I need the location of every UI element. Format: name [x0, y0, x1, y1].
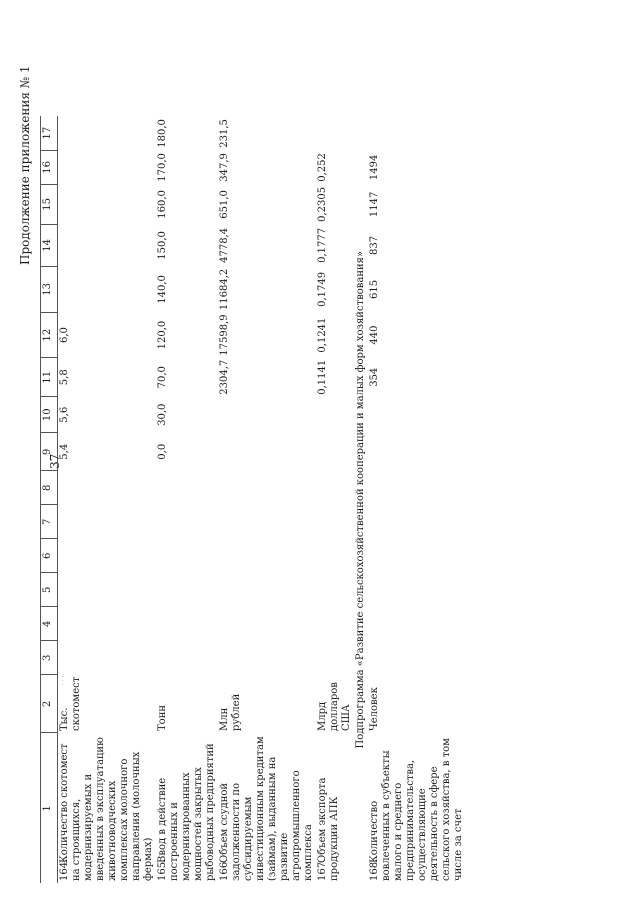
value-cell	[156, 505, 218, 539]
table-row	[368, 116, 466, 883]
value-cell: 1494	[369, 154, 380, 181]
value-cell	[316, 397, 354, 433]
value-cell	[316, 641, 354, 675]
column-number: 17	[41, 116, 58, 150]
value-cell: 2304,7	[219, 359, 230, 395]
value-cell	[58, 573, 157, 607]
table-row	[156, 116, 218, 883]
indicator-cell	[368, 733, 466, 883]
column-number: 10	[41, 397, 58, 433]
column-number: 14	[41, 224, 58, 266]
value-cell: 17598,9	[219, 314, 230, 356]
value-cell	[218, 471, 316, 505]
unit-cell: Тыс. скотомест	[59, 676, 82, 731]
value-cell	[368, 471, 466, 505]
value-cell: 5,8	[59, 369, 70, 386]
value-cell: 837	[369, 235, 380, 255]
value-cell	[316, 607, 354, 641]
column-number: 15	[41, 184, 58, 224]
value-cell: 615	[369, 279, 380, 299]
column-number: 11	[41, 358, 58, 397]
value-cell: 0,1241	[317, 317, 328, 353]
value-cell: 5,4	[59, 443, 70, 460]
value-cell	[368, 433, 466, 471]
value-cell	[316, 471, 354, 505]
value-cell	[58, 116, 157, 150]
page-number: 37	[48, 453, 62, 469]
value-cell	[368, 641, 466, 675]
value-cell	[156, 471, 218, 505]
value-cell	[316, 433, 354, 471]
column-number: 2	[41, 675, 58, 733]
value-cell: 11684,2	[219, 268, 230, 311]
value-cell	[368, 505, 466, 539]
value-cell: 354	[369, 367, 380, 387]
row-number: 167.	[317, 858, 328, 881]
column-number: 16	[41, 150, 58, 184]
value-cell	[368, 397, 466, 433]
indicators-table	[40, 116, 466, 883]
value-cell	[218, 641, 316, 675]
unit-cell: Млн рублей	[219, 693, 242, 731]
value-cell	[218, 607, 316, 641]
value-cell: 150,0	[157, 231, 168, 260]
value-cell: 0,2305	[317, 186, 328, 222]
row-number: 166.	[219, 858, 230, 881]
value-cell: 6,0	[59, 327, 70, 344]
column-number: 1	[41, 733, 58, 883]
value-cell	[58, 184, 157, 224]
value-cell: 0,1749	[317, 271, 328, 307]
value-cell: 160,0	[157, 190, 168, 219]
column-number: 4	[41, 607, 58, 641]
value-cell	[156, 539, 218, 573]
value-cell	[58, 607, 157, 641]
column-number: 7	[41, 505, 58, 539]
value-cell: 170,0	[157, 153, 168, 182]
value-cell	[58, 539, 157, 573]
column-number: 12	[41, 312, 58, 357]
value-cell: 231,5	[219, 119, 230, 148]
row-number: 164.	[59, 858, 70, 881]
indicator-name: Объем ссудной задолженности по субсидируемым инвестиционным кредитам (займам), выданным на развитие агропромышленного комплекса	[219, 736, 314, 881]
value-cell	[58, 266, 157, 312]
value-cell: 440	[369, 325, 380, 345]
value-cell	[368, 573, 466, 607]
value-cell: 0,1141	[317, 359, 328, 395]
value-cell: 1147	[369, 191, 380, 218]
indicator-name: Ввод в действие построенных и модернизированных мощностей закрытых рыбоводных предприятий	[157, 743, 216, 881]
indicator-cell	[58, 733, 157, 883]
column-number: 8	[41, 471, 58, 505]
value-cell: 30,0	[157, 403, 168, 426]
value-cell	[218, 397, 316, 433]
value-cell	[218, 573, 316, 607]
value-cell	[58, 471, 157, 505]
value-cell	[58, 224, 157, 266]
column-number-row	[41, 116, 58, 883]
column-number: 5	[41, 573, 58, 607]
unit-cell: Человек	[369, 687, 380, 731]
value-cell: 651,0	[219, 190, 230, 219]
value-cell: 140,0	[157, 275, 168, 304]
unit-cell: Тонн	[157, 704, 168, 731]
subprogram-row	[354, 116, 368, 883]
value-cell: 0,252	[317, 153, 328, 182]
value-cell	[58, 150, 157, 184]
indicator-cell	[316, 733, 354, 883]
continuation-caption: Продолжение приложения № 1	[18, 65, 32, 265]
table-row	[58, 116, 157, 883]
indicator-name: Объем экспорта продукции АПК	[317, 777, 340, 881]
row-number: 165.	[157, 858, 168, 881]
value-cell	[368, 607, 466, 641]
value-cell: 4778,4	[219, 227, 230, 263]
value-cell	[156, 573, 218, 607]
unit-cell: Млрд долларов США	[317, 682, 352, 731]
value-cell	[218, 505, 316, 539]
row-number: 168.	[369, 858, 380, 881]
indicator-name: Количество вовлеченных в субъекты малого и среднего предпринимательства, осуществляющие деятельность в сфере сельского хозяйства, в том числе за счет	[369, 738, 464, 881]
value-cell	[316, 573, 354, 607]
indicator-name: Количество скотомест на строящихся, модернизируемых и введенных в эксплуатацию животноводческих комплексах молочного направления (молочных фермах)	[59, 737, 154, 881]
value-cell: 70,0	[157, 366, 168, 389]
value-cell: 120,0	[157, 320, 168, 350]
value-cell	[368, 116, 466, 150]
value-cell	[316, 505, 354, 539]
table-row	[316, 116, 354, 883]
value-cell: 5,6	[59, 406, 70, 423]
table-row	[218, 116, 316, 883]
value-cell	[316, 539, 354, 573]
column-number: 9	[41, 433, 58, 471]
value-cell	[156, 607, 218, 641]
value-cell	[316, 116, 354, 150]
value-cell: 0,0	[157, 443, 168, 460]
indicator-cell	[156, 733, 218, 883]
value-cell	[58, 641, 157, 675]
value-cell	[218, 539, 316, 573]
value-cell	[368, 539, 466, 573]
scan-artifact: · · ·	[60, 675, 67, 685]
column-number: 13	[41, 266, 58, 312]
subprogram-title: Подпрограмма «Развитие сельскохозяйственной кооперации и малых форм хозяйствования»	[355, 250, 366, 749]
value-cell: 0,1777	[317, 227, 328, 263]
column-number: 6	[41, 539, 58, 573]
value-cell: 347,9	[219, 153, 230, 182]
column-number: 3	[41, 641, 58, 675]
value-cell	[156, 641, 218, 675]
value-cell	[218, 433, 316, 471]
value-cell	[58, 505, 157, 539]
value-cell: 180,0	[157, 119, 168, 148]
indicator-cell	[218, 733, 316, 883]
